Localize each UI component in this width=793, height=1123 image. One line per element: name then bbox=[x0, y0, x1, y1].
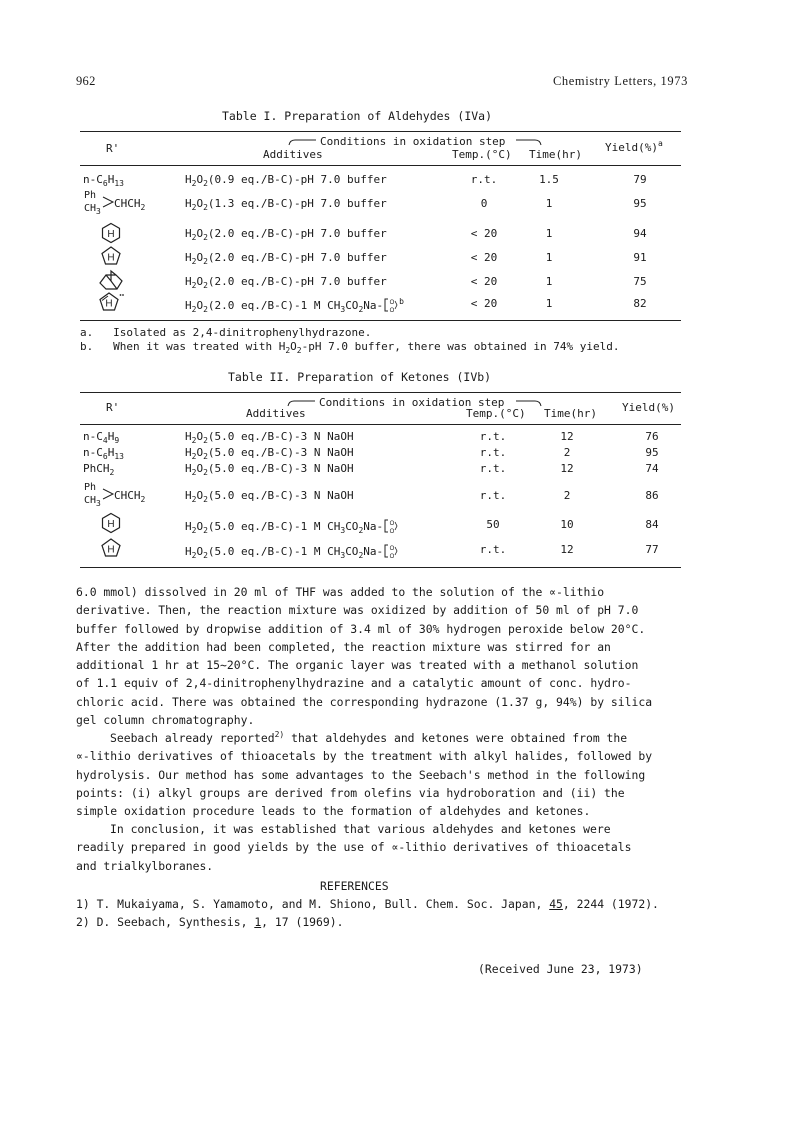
body-paragraph-2 bbox=[76, 729, 686, 820]
svg-text:O: O bbox=[389, 529, 395, 534]
temp: 50 bbox=[486, 518, 500, 531]
table1-col-temp: Temp.(°C) bbox=[452, 148, 512, 161]
body-line: derivative. Then, the reaction mixture was oxidized by addition of 50 ml of pH 7.0 bbox=[76, 603, 639, 618]
table1-header-rule bbox=[80, 165, 681, 166]
yield: 76 bbox=[645, 430, 659, 443]
cyclopentenyl-structure-icon bbox=[97, 291, 125, 313]
svg-text:O: O bbox=[389, 308, 395, 313]
body-line: points: (i) alkyl groups are derived from olefins via hydroboration and (ii) the bbox=[76, 785, 625, 800]
additive: $H_2O_2(5.0$ eq./B-C)-3 N NaOH bbox=[185, 489, 354, 504]
branch-symbol bbox=[101, 487, 115, 501]
table1-top-rule bbox=[80, 131, 681, 132]
cyclohexyl-structure-icon bbox=[100, 512, 122, 534]
svg-text:O: O bbox=[389, 546, 395, 552]
struct-label: H bbox=[107, 519, 115, 530]
table2-col-temp: Temp.(°C) bbox=[466, 407, 526, 420]
r-group: PhCH$_2$ bbox=[83, 462, 115, 477]
body-line: chloric acid. There was obtained the corresponding hydrazone (1.37 g, 94%) by silica bbox=[76, 694, 653, 709]
table1-bottom-rule bbox=[80, 320, 681, 321]
yield: 95 bbox=[633, 197, 647, 210]
page-number: 962 bbox=[76, 74, 96, 88]
temp: r.t. bbox=[470, 173, 498, 186]
time: 2 bbox=[563, 489, 571, 502]
time: 12 bbox=[560, 543, 574, 556]
time: 1 bbox=[545, 297, 553, 310]
table1-col-yield: Yield(%)$^a$ bbox=[605, 139, 663, 154]
yield: 82 bbox=[633, 297, 647, 310]
time: 1.5 bbox=[539, 173, 559, 186]
yield: 74 bbox=[645, 462, 659, 475]
dioxolane-icon bbox=[383, 518, 399, 534]
struct-label: H bbox=[105, 298, 113, 310]
table2-col-yield: Yield(%) bbox=[622, 401, 675, 414]
temp: r.t. bbox=[479, 543, 507, 556]
time: 1 bbox=[545, 251, 553, 264]
time: 1 bbox=[545, 227, 553, 240]
body-line: gel column chromatography. bbox=[76, 713, 255, 728]
table2-col-conditions: Conditions in oxidation step bbox=[319, 396, 505, 409]
temp: < 20 bbox=[470, 227, 498, 240]
additive: $H_2O_2(5.0$ eq./B-C)-3 N NaOH bbox=[185, 462, 354, 477]
table2-bottom-rule bbox=[80, 567, 681, 568]
body-line: 6.0 mmol) dissolved in 20 ml of THF was added to the solution of the ∝-lithio bbox=[76, 585, 605, 599]
temp: r.t. bbox=[479, 489, 507, 502]
received-date: (Received June 23, 1973) bbox=[478, 962, 643, 976]
table1-col-conditions: Conditions in oxidation step bbox=[320, 135, 506, 148]
r-group: $n-C_6H_{13}$ bbox=[83, 446, 124, 461]
conditions-left-arrow bbox=[287, 138, 317, 146]
norbornyl-structure-icon bbox=[97, 269, 125, 291]
body-line: In conclusion, it was established that various aldehydes and ketones were bbox=[110, 822, 611, 836]
body-line: and trialkylboranes. bbox=[76, 858, 214, 873]
journal-title: Chemistry Letters, 1973 bbox=[553, 74, 688, 88]
table2-caption: Table II. Preparation of Ketones (IVb) bbox=[228, 370, 492, 384]
temp: r.t. bbox=[479, 462, 507, 475]
temp: r.t. bbox=[479, 430, 507, 443]
time: 2 bbox=[563, 446, 571, 459]
cyclopentyl-structure-icon bbox=[100, 537, 122, 559]
dioxolane-icon bbox=[383, 543, 399, 559]
svg-text:O: O bbox=[389, 554, 395, 559]
table2-col-r: R' bbox=[106, 401, 120, 414]
additive: $H_2O_2(2.0$ eq./B-C)-pH 7.0 buffer bbox=[185, 251, 387, 266]
yield: 91 bbox=[633, 251, 647, 264]
svg-text:O: O bbox=[389, 300, 395, 306]
body-line: Seebach already reported$^{2)}$ that aldehydes and ketones were obtained from the bbox=[110, 730, 628, 745]
time: 12 bbox=[560, 462, 574, 475]
body-line: hydrolysis. Our method has some advantages to the Seebach's method in the following bbox=[76, 767, 646, 782]
additive: $H_2O_2(5.0$ eq./B-C)-3 N NaOH bbox=[185, 430, 354, 445]
table2-top-rule bbox=[80, 392, 681, 393]
r-group-top: Ph bbox=[84, 190, 97, 201]
time: 1 bbox=[545, 197, 553, 210]
yield: 75 bbox=[633, 275, 647, 288]
r-group-bottom: $CH_3$ bbox=[84, 495, 101, 508]
temp: r.t. bbox=[479, 446, 507, 459]
additive: $H_2O_2(0.9$ eq./B-C)-pH 7.0 buffer bbox=[185, 173, 387, 188]
additive: $H_2O_2(2.0$ eq./B-C)-pH 7.0 buffer bbox=[185, 275, 387, 290]
struct-label: H bbox=[107, 229, 115, 240]
table1-col-r: R' bbox=[106, 142, 120, 155]
struct-label: H bbox=[107, 544, 115, 556]
references-heading: REFERENCES bbox=[320, 879, 389, 893]
table1-caption: Table I. Preparation of Aldehydes (IVa) bbox=[222, 109, 493, 123]
additive: $H_2O_2(2.0$ eq./B-C)-1 M $CH_3CO_2Na-$ O O $^b$ bbox=[185, 297, 404, 314]
r-group-right: $CHCH_2$ bbox=[114, 489, 146, 504]
citation-ref: 2) bbox=[274, 730, 285, 739]
time: 12 bbox=[560, 430, 574, 443]
conditions-left-arrow bbox=[286, 399, 316, 407]
table1-col-additives: Additives bbox=[263, 148, 323, 161]
additive: $H_2O_2(1.3$ eq./B-C)-pH 7.0 buffer bbox=[185, 197, 387, 212]
body-line: of 1.1 equiv of 2,4-dinitrophenylhydrazine and a catalytic amount of conc. hydro- bbox=[76, 676, 632, 691]
yield: 84 bbox=[645, 518, 659, 531]
body-paragraph-3 bbox=[76, 820, 686, 875]
conditions-right-arrow bbox=[515, 399, 543, 407]
branch-symbol bbox=[101, 195, 115, 209]
r-group: $n-C_4H_9$ bbox=[83, 430, 120, 445]
body-line: simple oxidation procedure leads to the formation of aldehydes and ketones. bbox=[76, 804, 591, 819]
yield: 95 bbox=[645, 446, 659, 459]
r-group-top: Ph bbox=[84, 482, 97, 493]
body-line: ∝-lithio derivatives of thioacetals by the treatment with alkyl halides, followed by bbox=[76, 749, 653, 764]
table2-col-additives: Additives bbox=[246, 407, 306, 420]
temp: 0 bbox=[480, 197, 488, 210]
body-line: buffer followed by dropwise addition of 3.4 ml of 30% hydrogen peroxide below 20°C. bbox=[76, 621, 646, 636]
r-group-right: $CHCH_2$ bbox=[114, 197, 146, 212]
dioxolane-icon bbox=[383, 297, 399, 313]
yield: 79 bbox=[633, 173, 647, 186]
yield: 86 bbox=[645, 489, 659, 502]
yield: 94 bbox=[633, 227, 647, 240]
r-group: $n-C_6H_{13}$ bbox=[83, 173, 124, 188]
table2-col-time: Time(hr) bbox=[544, 407, 597, 420]
temp: < 20 bbox=[470, 251, 498, 264]
struct-label: H bbox=[107, 252, 115, 264]
additive: $H_2O_2(5.0$ eq./B-C)-1 M $CH_3CO_2Na-$ O O bbox=[185, 543, 399, 559]
footnote-a: a. Isolated as 2,4-dinitrophenylhydrazone. bbox=[80, 326, 372, 339]
temp: < 20 bbox=[470, 297, 498, 310]
body-paragraph-1 bbox=[76, 583, 686, 729]
time: 10 bbox=[560, 518, 574, 531]
reference-item: 1) T. Mukaiyama, S. Yamamoto, and M. Shiono, Bull. Chem. Soc. Japan, 45, 2244 (1972). bbox=[76, 897, 659, 911]
table2-header-rule bbox=[80, 424, 681, 425]
footnote-b: b. When it was treated with $H_2O_2-pH$ 7.0 buffer, there was obtained in 74% yield. bbox=[80, 340, 620, 355]
yield: 77 bbox=[645, 543, 659, 556]
cyclopentyl-structure-icon bbox=[100, 245, 122, 267]
temp: < 20 bbox=[470, 275, 498, 288]
svg-text:O: O bbox=[389, 521, 395, 527]
reference-item: 2) D. Seebach, Synthesis, 1, 17 (1969). bbox=[76, 915, 344, 929]
body-line: After the addition had been completed, the reaction mixture was stirred for an bbox=[76, 639, 611, 654]
additive: $H_2O_2(5.0$ eq./B-C)-1 M $CH_3CO_2Na-$ O O bbox=[185, 518, 399, 534]
additive: $H_2O_2(2.0$ eq./B-C)-pH 7.0 buffer bbox=[185, 227, 387, 242]
conditions-right-arrow bbox=[515, 138, 543, 146]
cyclohexyl-structure-icon bbox=[100, 222, 122, 244]
r-group-bottom: $CH_3$ bbox=[84, 203, 101, 216]
body-line: additional 1 hr at 15∼20°C. The organic layer was treated with a methanol solution bbox=[76, 658, 639, 673]
body-line: readily prepared in good yields by the use of ∝-lithio derivatives of thioacetals bbox=[76, 840, 632, 855]
time: 1 bbox=[545, 275, 553, 288]
table1-col-time: Time(hr) bbox=[529, 148, 582, 161]
additive: $H_2O_2(5.0$ eq./B-C)-3 N NaOH bbox=[185, 446, 354, 461]
